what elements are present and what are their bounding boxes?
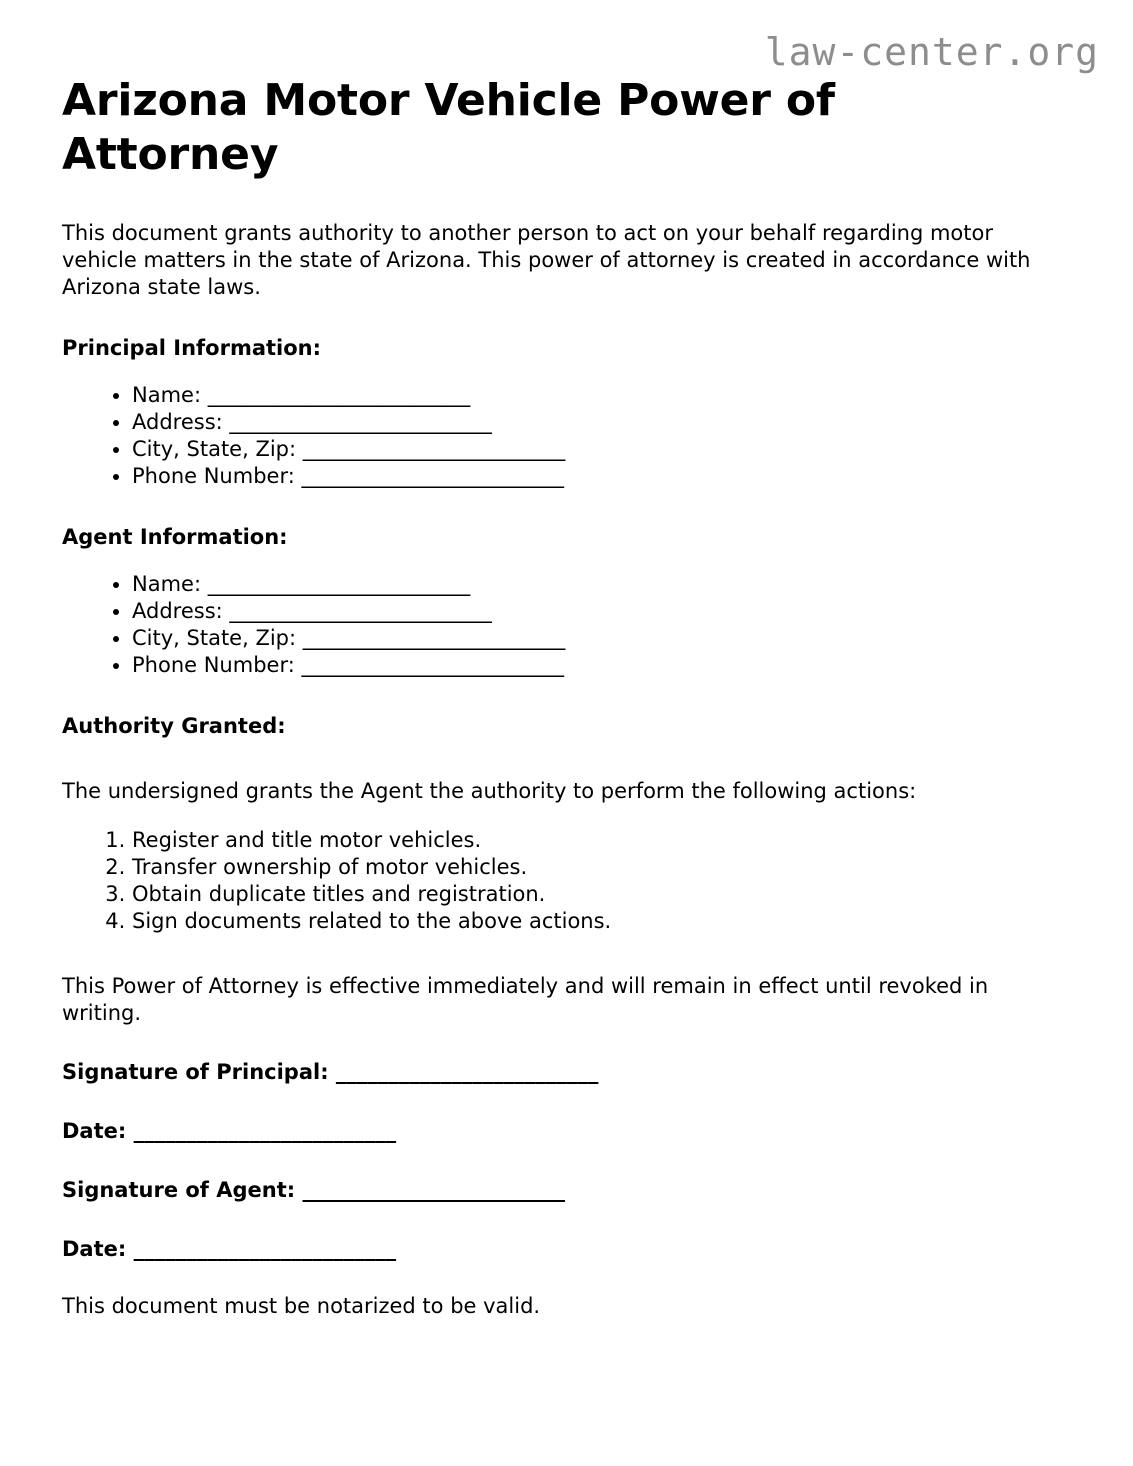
authority-granted-heading: Authority Granted:	[62, 714, 286, 738]
field-label: Address:	[132, 410, 223, 434]
list-item	[132, 625, 1071, 652]
field-blank[interactable]: _________________________	[201, 572, 471, 596]
date-label: Date:	[62, 1237, 127, 1261]
signature-agent-line	[62, 1177, 1071, 1204]
authority-actions-list	[62, 827, 1071, 935]
date-label: Date:	[62, 1119, 127, 1143]
field-label: Address:	[132, 599, 223, 623]
principal-information-heading: Principal Information:	[62, 336, 322, 360]
page-title: Arizona Motor Vehicle Power of Attorney	[62, 75, 835, 180]
list-item	[132, 598, 1071, 625]
list-item	[132, 571, 1071, 598]
field-label: City, State, Zip:	[132, 626, 297, 650]
notary-requirement-note: This document must be notarized to be valid.	[62, 1294, 541, 1318]
date-blank[interactable]: _________________________	[126, 1237, 397, 1261]
field-blank[interactable]: _________________________	[296, 626, 566, 650]
authority-lead-in: The undersigned grants the Agent the authority to perform the following actions:	[62, 779, 917, 803]
signature-principal-line	[62, 1059, 1071, 1086]
agent-information-heading: Agent Information:	[62, 525, 288, 549]
field-blank[interactable]: _________________________	[201, 383, 471, 407]
list-item	[132, 436, 1071, 463]
list-item	[132, 409, 1071, 436]
list-item: 3. Obtain duplicate titles and registration.	[132, 881, 1071, 908]
date-blank[interactable]: _________________________	[126, 1119, 397, 1143]
field-label: Name:	[132, 572, 202, 596]
signature-blank[interactable]: _________________________	[328, 1060, 599, 1084]
intro-paragraph: This document grants authority to another person to act on your behalf regarding motor vehicle matters in the state of Arizona. This power of attorney is created in accordance with Arizona state laws.	[62, 221, 1031, 299]
signature-blank[interactable]: _________________________	[295, 1178, 565, 1202]
list-item: 1. Register and title motor vehicles.	[132, 827, 1071, 854]
list-item	[132, 652, 1071, 679]
list-item: 2. Transfer ownership of motor vehicles.	[132, 854, 1071, 881]
field-blank[interactable]: _________________________	[294, 464, 564, 488]
list-item: 4. Sign documents related to the above actions.	[132, 908, 1071, 935]
agent-field-list	[62, 571, 1071, 679]
date-agent-line	[62, 1236, 1071, 1263]
effectiveness-paragraph: This Power of Attorney is effective immediately and will remain in effect until revoked in writing.	[62, 974, 989, 1025]
list-item	[132, 382, 1071, 409]
signature-label: Signature of Agent:	[62, 1178, 296, 1202]
site-watermark: law-center.org	[764, 30, 1099, 74]
field-blank[interactable]: _________________________	[222, 599, 492, 623]
field-blank[interactable]: _________________________	[296, 437, 566, 461]
field-label: Phone Number:	[132, 464, 295, 488]
signature-label: Signature of Principal:	[62, 1060, 329, 1084]
field-label: Phone Number:	[132, 653, 295, 677]
field-blank[interactable]: _________________________	[294, 653, 564, 677]
field-label: City, State, Zip:	[132, 437, 297, 461]
list-item	[132, 463, 1071, 490]
field-blank[interactable]: _________________________	[222, 410, 492, 434]
principal-field-list	[62, 382, 1071, 490]
field-label: Name:	[132, 383, 202, 407]
date-principal-line	[62, 1118, 1071, 1145]
